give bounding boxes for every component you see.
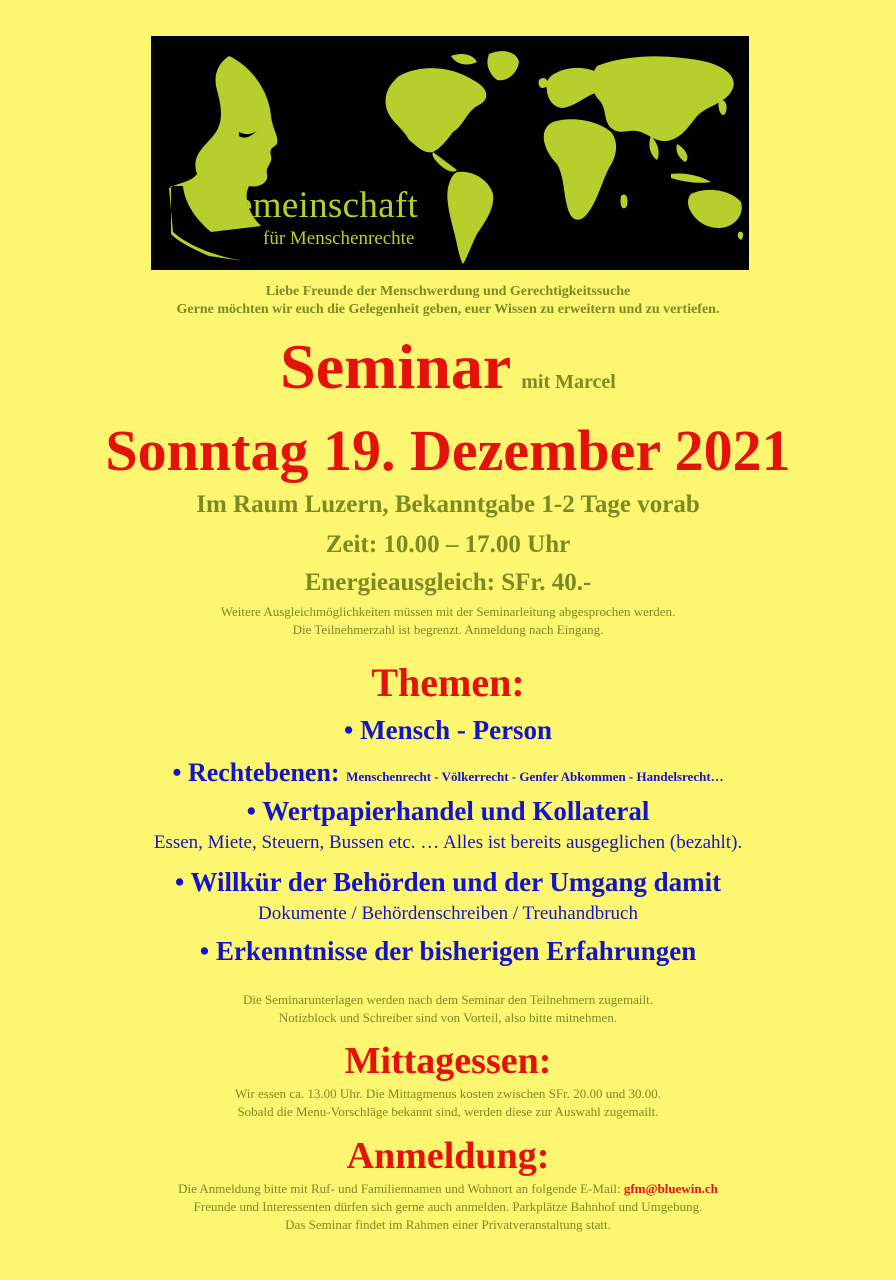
registration-line-1 bbox=[0, 1180, 896, 1198]
topic-label: Willkür der Behörden und der Umgang damit bbox=[190, 867, 722, 897]
logo-title: Gemeinschaft bbox=[209, 185, 419, 226]
event-price: Energieausgleich: SFr. 40.- bbox=[304, 569, 592, 596]
topic-wertpapierhandel bbox=[0, 795, 896, 827]
bullet-icon: • bbox=[174, 867, 185, 897]
logo-graphic bbox=[151, 36, 749, 270]
email-link[interactable]: gfm@bluewin.ch bbox=[623, 1181, 718, 1196]
lunch-heading: Mittagessen: bbox=[344, 1040, 552, 1082]
bullet-icon: • bbox=[343, 715, 354, 745]
materials-line-2: Notizblock und Schreiber sind von Vorteil, also bitte mitnehmen. bbox=[278, 1010, 618, 1025]
event-notes bbox=[0, 603, 896, 639]
intro-line-2: Gerne möchten wir euch die Gelegenheit geben, euer Wissen zu erweitern und zu vertiefen. bbox=[176, 302, 720, 317]
seminar-heading bbox=[0, 330, 896, 419]
face-profile-icon bbox=[169, 56, 277, 262]
registration-line-3: Das Seminar findet im Rahmen einer Privatveranstaltung statt. bbox=[285, 1217, 611, 1232]
topic-label: Wertpapierhandel und Kollateral bbox=[262, 796, 650, 826]
registration-line-2: Freunde und Interessenten dürfen sich gerne auch anmelden. Parkplätze Bahnhof und Umgebung. bbox=[193, 1199, 703, 1214]
seminar-host: mit Marcel bbox=[521, 371, 616, 393]
world-map-icon bbox=[386, 51, 744, 264]
bullet-icon: • bbox=[172, 758, 182, 787]
intro-line-1: Liebe Freunde der Menschwerdung und Gerechtigkeitssuche bbox=[265, 284, 631, 299]
logo-subtitle: für Menschenrechte bbox=[263, 228, 415, 249]
lunch-line-1: Wir essen ca. 13.00 Uhr. Die Mittagmenus kosten zwischen SFr. 20.00 und 30.00. bbox=[235, 1086, 661, 1101]
topic-wertpapierhandel-sub: Essen, Miete, Steuern, Bussen etc. … Alles ist bereits ausgeglichen (bezahlt). bbox=[153, 832, 743, 853]
materials-line-1: Die Seminarunterlagen werden nach dem Seminar den Teilnehmern zugemailt. bbox=[242, 992, 653, 1007]
topic-mensch-person bbox=[0, 714, 896, 746]
topic-detail: Menschenrecht - Völkerrecht - Genfer Abkommen - Handelsrecht… bbox=[346, 769, 724, 784]
event-time: Zeit: 10.00 – 17.00 Uhr bbox=[325, 531, 571, 558]
topic-rechtebenen bbox=[0, 757, 896, 793]
event-date: Sonntag 19. Dezember 2021 bbox=[105, 418, 791, 483]
topic-erkenntnisse bbox=[0, 935, 896, 967]
themes-heading: Themen: bbox=[371, 660, 525, 705]
bullet-icon: • bbox=[246, 796, 257, 826]
topic-willkuer-sub: Dokumente / Behördenschreiben / Treuhandbruch bbox=[258, 903, 638, 924]
event-note-2: Die Teilnehmerzahl ist begrenzt. Anmeldung nach Eingang. bbox=[292, 622, 604, 637]
topic-label: Mensch - Person bbox=[360, 715, 553, 745]
materials-text bbox=[0, 991, 896, 1027]
topic-label: Erkenntnisse der bisherigen Erfahrungen bbox=[215, 936, 697, 966]
registration-instruction: Die Anmeldung bitte mit Ruf- und Familiennamen und Wohnort an folgende E-Mail: bbox=[178, 1181, 621, 1196]
event-location: Im Raum Luzern, Bekanntgabe 1-2 Tage vorab bbox=[196, 491, 700, 518]
lunch-line-2: Sobald die Menu-Vorschläge bekannt sind, werden diese zur Auswahl zugemailt. bbox=[237, 1104, 659, 1119]
bullet-icon: • bbox=[199, 936, 210, 966]
seminar-title: Seminar bbox=[280, 331, 512, 402]
registration-heading: Anmeldung: bbox=[346, 1135, 550, 1177]
intro-text bbox=[0, 283, 896, 319]
topic-label: Rechtebenen: bbox=[187, 758, 340, 787]
logo-banner bbox=[151, 36, 749, 270]
registration-text bbox=[0, 1180, 896, 1234]
topic-willkuer bbox=[0, 866, 896, 898]
event-note-1: Weitere Ausgleichmöglichkeiten müssen mit der Seminarleitung abgesprochen werden. bbox=[220, 604, 676, 619]
lunch-text bbox=[0, 1085, 896, 1121]
